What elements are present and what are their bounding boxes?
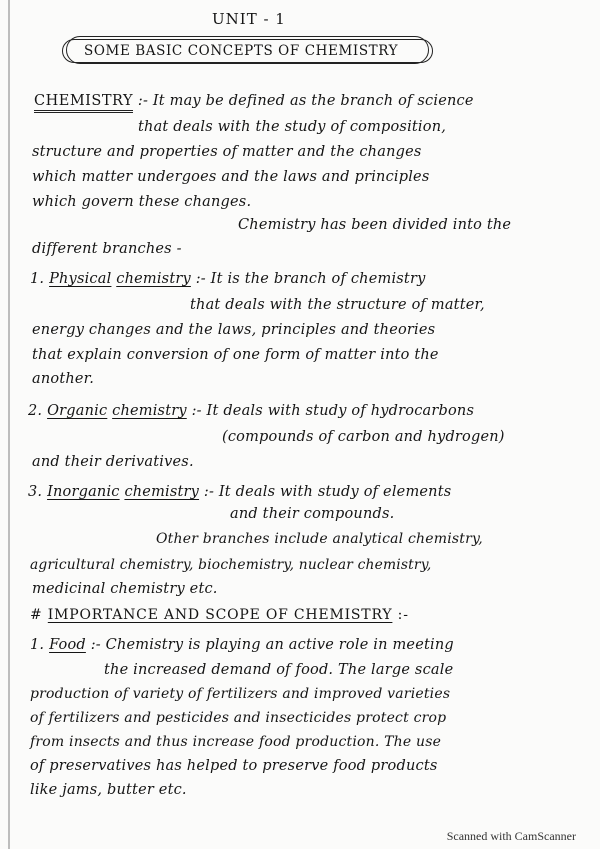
hash-symbol: # <box>30 607 43 623</box>
divided-line-1: Chemistry has been divided into the <box>238 217 512 233</box>
inorganic-line-2: and their compounds. <box>230 506 395 522</box>
organic-line-1 <box>28 402 474 420</box>
organic-line-2: (compounds of carbon and hydrogen) <box>222 429 505 445</box>
physical-term-1: Physical <box>49 271 112 287</box>
definition-line-3: structure and properties of matter and the changes <box>32 144 422 160</box>
food-line-1 <box>30 636 454 654</box>
physical-line-2: that deals with the structure of matter, <box>190 297 485 313</box>
physical-line-1 <box>30 270 425 288</box>
definition-line-1 <box>34 92 474 110</box>
definition-line-4: which matter undergoes and the laws and principles <box>32 169 430 185</box>
importance-heading-suffix: :- <box>397 607 409 623</box>
food-number: 1. <box>30 637 45 653</box>
food-line-2: the increased demand of food. The large scale <box>104 662 454 678</box>
physical-line-3: energy changes and the laws, principles and theories <box>32 322 436 338</box>
inorganic-term-1: Inorganic <box>47 484 120 500</box>
importance-heading-text: IMPORTANCE AND SCOPE OF CHEMISTRY <box>47 607 393 623</box>
food-term: Food <box>49 637 86 653</box>
organic-term-2: chemistry <box>112 403 187 419</box>
other-line-2: agricultural chemistry, biochemistry, nuclear chemistry, <box>30 557 432 573</box>
unit-heading: UNIT - 1 <box>212 10 286 28</box>
food-text-1: :- Chemistry is playing an active role in meeting <box>90 637 454 653</box>
other-line-3: medicinal chemistry etc. <box>32 581 218 597</box>
other-line-1: Other branches include analytical chemistry, <box>156 531 483 547</box>
inorganic-line-1 <box>28 483 451 501</box>
definition-line-5: which govern these changes. <box>32 194 252 210</box>
food-line-4: of fertilizers and pesticides and insecticides protect crop <box>30 710 447 726</box>
physical-text-1: :- It is the branch of chemistry <box>195 271 426 287</box>
margin-line <box>8 0 10 849</box>
food-line-7: like jams, butter etc. <box>30 782 187 798</box>
importance-heading <box>30 606 409 624</box>
organic-line-3: and their derivatives. <box>32 454 194 470</box>
definition-line-2: that deals with the study of composition, <box>138 119 447 135</box>
food-line-5: from insects and thus increase food production. The use <box>30 734 442 750</box>
inorganic-number: 3. <box>28 484 43 500</box>
definition-term: CHEMISTRY <box>34 93 133 113</box>
physical-number: 1. <box>30 271 45 287</box>
inorganic-term-2: chemistry <box>124 484 200 500</box>
food-line-6: of preservatives has helped to preserve food products <box>30 758 438 774</box>
physical-term-2: chemistry <box>116 271 191 287</box>
divided-line-2: different branches - <box>32 241 182 257</box>
inorganic-text-1: :- It deals with study of elements <box>203 484 452 500</box>
organic-term-1: Organic <box>47 403 108 419</box>
physical-line-5: another. <box>32 371 95 387</box>
scanner-watermark: Scanned with CamScanner <box>446 829 576 843</box>
organic-text-1: :- It deals with study of hydrocarbons <box>191 403 475 419</box>
organic-number: 2. <box>28 403 43 419</box>
chapter-title: SOME BASIC CONCEPTS OF CHEMISTRY <box>84 43 399 59</box>
food-line-3: production of variety of fertilizers and improved varieties <box>30 686 451 702</box>
definition-text-1: :- It may be defined as the branch of science <box>137 93 474 109</box>
physical-line-4: that explain conversion of one form of matter into the <box>32 347 439 363</box>
